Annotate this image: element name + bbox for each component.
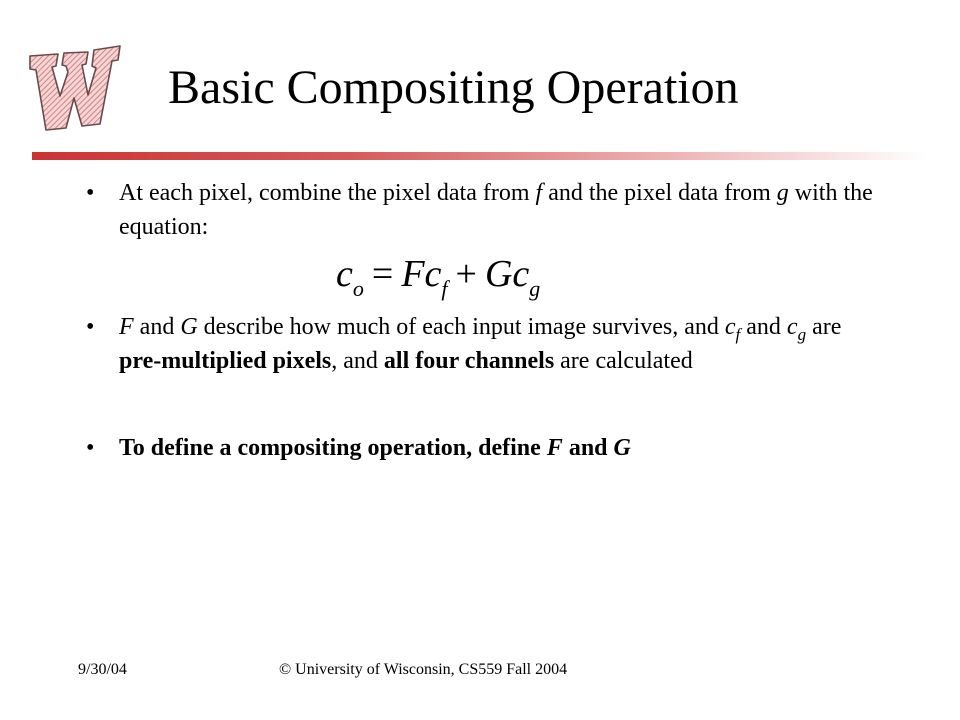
compositing-equation: $c_o = Fc_f + Gc_g$ [336,253,541,301]
title-divider [32,152,928,160]
wisconsin-w-logo-icon [24,40,124,132]
slide-title: Basic Compositing Operation [168,61,739,114]
bullet-item [86,310,876,378]
bullet-item [86,431,876,465]
bullet-text: To define a compositing operation, define F and G [119,435,631,461]
bullet-text: F and G describe how much of each input image survives, and $c_f$ and $c_g$ are pre-multiplied pixels, and all four channels are calculated [119,314,842,374]
bullet-marker: • [86,435,95,461]
bullet-marker: • [86,180,95,206]
bullet-item [86,176,876,244]
bullet-marker: • [86,314,95,340]
footer-date: 9/30/04 [78,661,127,678]
footer-copyright: © University of Wisconsin, CS559 Fall 2004 [279,661,568,678]
bullet-text: At each pixel, combine the pixel data from f and the pixel data from g with the equation: [119,180,873,240]
